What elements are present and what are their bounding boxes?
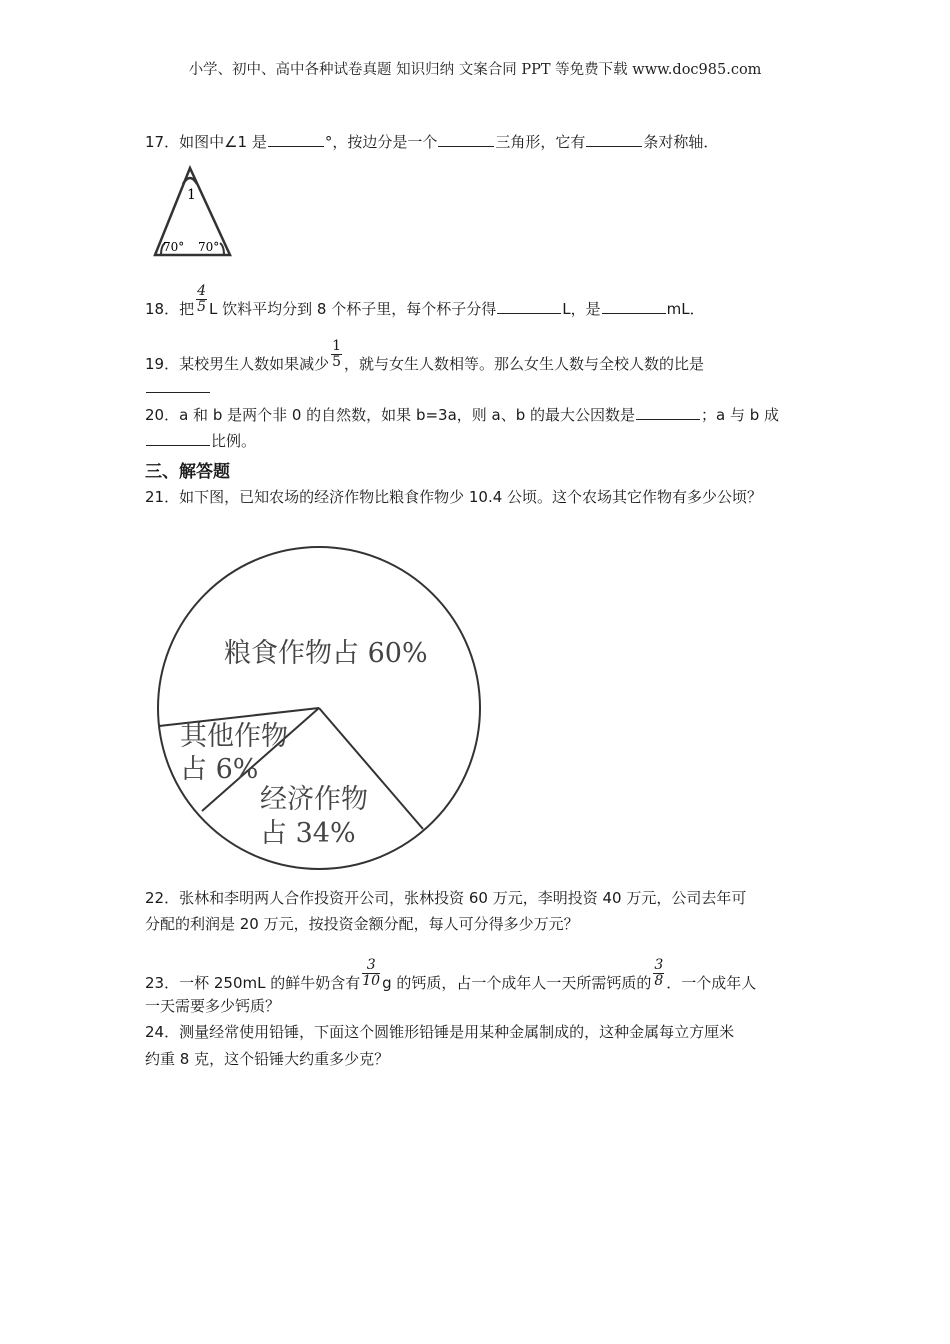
q17-text-1: 17．如图中∠1 是	[145, 133, 267, 151]
q18-fraction	[196, 284, 207, 315]
fraction-numerator: 3	[362, 958, 380, 974]
q17-text-4: 条对称轴．	[643, 133, 719, 151]
q23-text-mid: g 的钙质，占一个成年人一天所需钙质的	[382, 974, 652, 992]
q23-suffix: ．一个成年人	[666, 974, 757, 992]
slice-label-econ-2: 占 34%	[260, 818, 356, 849]
question-17	[145, 131, 718, 153]
question-22-line-2: 分配的利润是 20 万元，按投资金额分配，每人可分得多少万元？	[145, 915, 579, 933]
q18-text-1: L 饮料平均分到 8 个杯子里，每个杯子分得	[209, 300, 497, 318]
slice-label-other-1: 其他作物	[180, 721, 288, 752]
q18-text-2: L，是	[562, 300, 601, 318]
q20-text-1: 20．a 和 b 是两个非 0 的自然数，如果 b=3a，则 a、b 的最大公因数是	[145, 406, 636, 424]
fraction-numerator: 3	[654, 957, 664, 973]
fraction-denominator: 8	[654, 973, 664, 989]
question-23-line-2: 一天需要多少钙质？	[145, 997, 281, 1015]
slice-label-other-2: 占 6%	[180, 754, 259, 785]
q18-text-3: mL．	[666, 300, 705, 318]
q17-blank-2	[438, 132, 494, 147]
right-angle-label: 70°	[198, 240, 220, 254]
fraction-denominator: 10	[362, 973, 381, 989]
q23-prefix: 23．一杯 250mL 的鲜牛奶含有	[145, 974, 361, 992]
q19-answer-line	[145, 377, 211, 399]
question-24-line-2: 约重 8 克，这个铅锤大约重多少克？	[145, 1050, 390, 1068]
fraction-denominator: 5	[197, 299, 207, 315]
right-angle-arc	[220, 243, 224, 255]
q19-suffix: ，就与女生人数相等。那么女生人数与全校人数的比是	[344, 355, 705, 373]
q23-fraction-1	[362, 958, 380, 989]
fraction-numerator: 4	[197, 283, 207, 299]
fraction-denominator: 5	[332, 354, 342, 370]
q19-fraction	[331, 339, 342, 370]
slice-label-grain: 粮食作物占 60%	[224, 638, 428, 669]
question-21: 21．如下图，已知农场的经济作物比粮食作物少 10.4 公顷。这个农场其它作物有多少公顷？	[145, 488, 763, 506]
q20-text-2: ；a 与 b 成	[701, 406, 780, 424]
q17-blank-3	[586, 132, 642, 147]
question-18	[145, 283, 705, 325]
fraction-numerator: 1	[332, 338, 342, 354]
question-20	[145, 404, 779, 426]
q18-prefix: 18．把	[145, 300, 195, 318]
q18-blank-1	[497, 299, 561, 314]
page-header: 小学、初中、高中各种试卷真题 知识归纳 文案合同 PPT 等免费下载 www.doc985.com	[188, 62, 762, 78]
section-title: 三、解答题	[145, 462, 230, 482]
q20-text-3: 比例。	[211, 432, 257, 450]
q17-blank-1	[268, 132, 324, 147]
q19-prefix: 19．某校男生人数如果减少	[145, 355, 330, 373]
left-angle-label: 70°	[163, 240, 185, 254]
q23-fraction-2	[653, 958, 664, 989]
pie-chart	[150, 540, 490, 880]
slice-label-econ-1: 经济作物	[260, 784, 368, 815]
q19-blank	[146, 378, 210, 393]
question-20-line-2	[145, 430, 256, 452]
question-24: 24．测量经常使用铅锤，下面这个圆锥形铅锤是用某种金属制成的，这种金属每立方厘米	[145, 1023, 735, 1041]
question-19	[145, 338, 705, 380]
q17-text-3: 三角形，它有	[495, 133, 586, 151]
q20-blank-1	[636, 405, 700, 420]
q17-text-2: °，按边分是一个	[324, 133, 438, 151]
question-22: 22．张林和李明两人合作投资开公司，张林投资 60 万元，李明投资 40 万元，公司去年可	[145, 889, 747, 907]
q17-triangle-figure	[148, 160, 238, 260]
q20-blank-2	[146, 431, 210, 446]
angle-1-label: 1	[187, 187, 196, 203]
q18-blank-2	[602, 299, 666, 314]
